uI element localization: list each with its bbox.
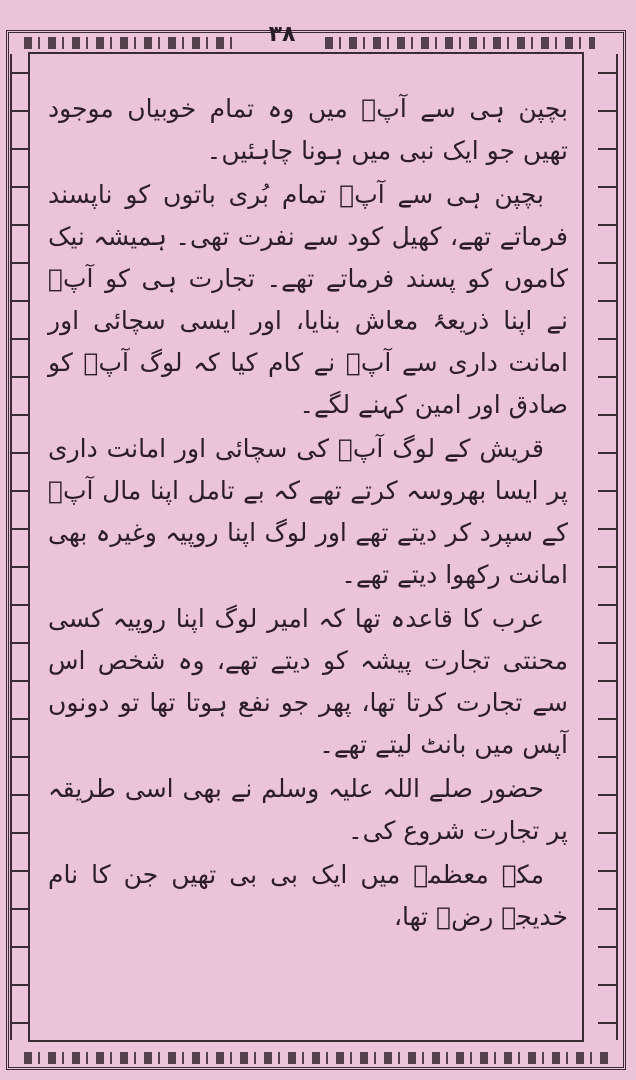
page-number: ۳۸ [268,22,296,47]
bottom-ornament [24,1052,614,1064]
paragraph-2: بچپن ہی سے آپؐ تمام بُری باتوں کو ناپسند فرماتے تھے، کھیل کود سے نفرت تھی۔ ہمیشہ نیک کاموں کو پسند فرماتے تھے۔ تجارت ہی کو آپؐ نے اپنا ذریعۂ معاش بنایا، اور ایسی سچائی اور امانت داری سے آپؐ نے کام کیا کہ لوگ آپؐ کو صادق اور امین کہنے لگے۔ [48,180,568,419]
paragraph-3: قریش کے لوگ آپؐ کی سچائی اور امانت داری پر ایسا بھروسہ کرتے تھے کہ بے تامل اپنا مال آپؐ کے سپرد کر دیتے تھے اور لوگ اپنا روپیہ وغیرہ بھی امانت رکھوا دیتے تھے۔ [48,434,568,589]
top-ornament-left [24,37,239,49]
paragraph-4: عرب کا قاعدہ تھا کہ امیر لوگ اپنا روپیہ کسی محنتی تجارت پیشہ کو دیتے تھے، وہ شخص اس سے تجارت کرتا تھا، پھر جو نفع ہوتا تھا تو دونوں آپس میں بانٹ لیتے تھے۔ [48,604,568,759]
paragraph-1: بچپن ہی سے آپؐ میں وہ تمام خوبیاں موجود تھیں جو ایک نبی میں ہونا چاہئیں۔ [48,94,568,165]
top-ornament-right [325,37,595,49]
body-text [48,88,568,1028]
paragraph-6: مکۂ معظمہ میں ایک بی بی تھیں جن کا نام خدیجہ رضؓ تھا، [48,860,568,931]
right-ornament [598,54,618,1040]
paragraph-5: حضور صلے اللہ علیہ وسلم نے بھی اسی طریقہ پر تجارت شروع کی۔ [48,774,568,845]
left-ornament [10,54,30,1040]
